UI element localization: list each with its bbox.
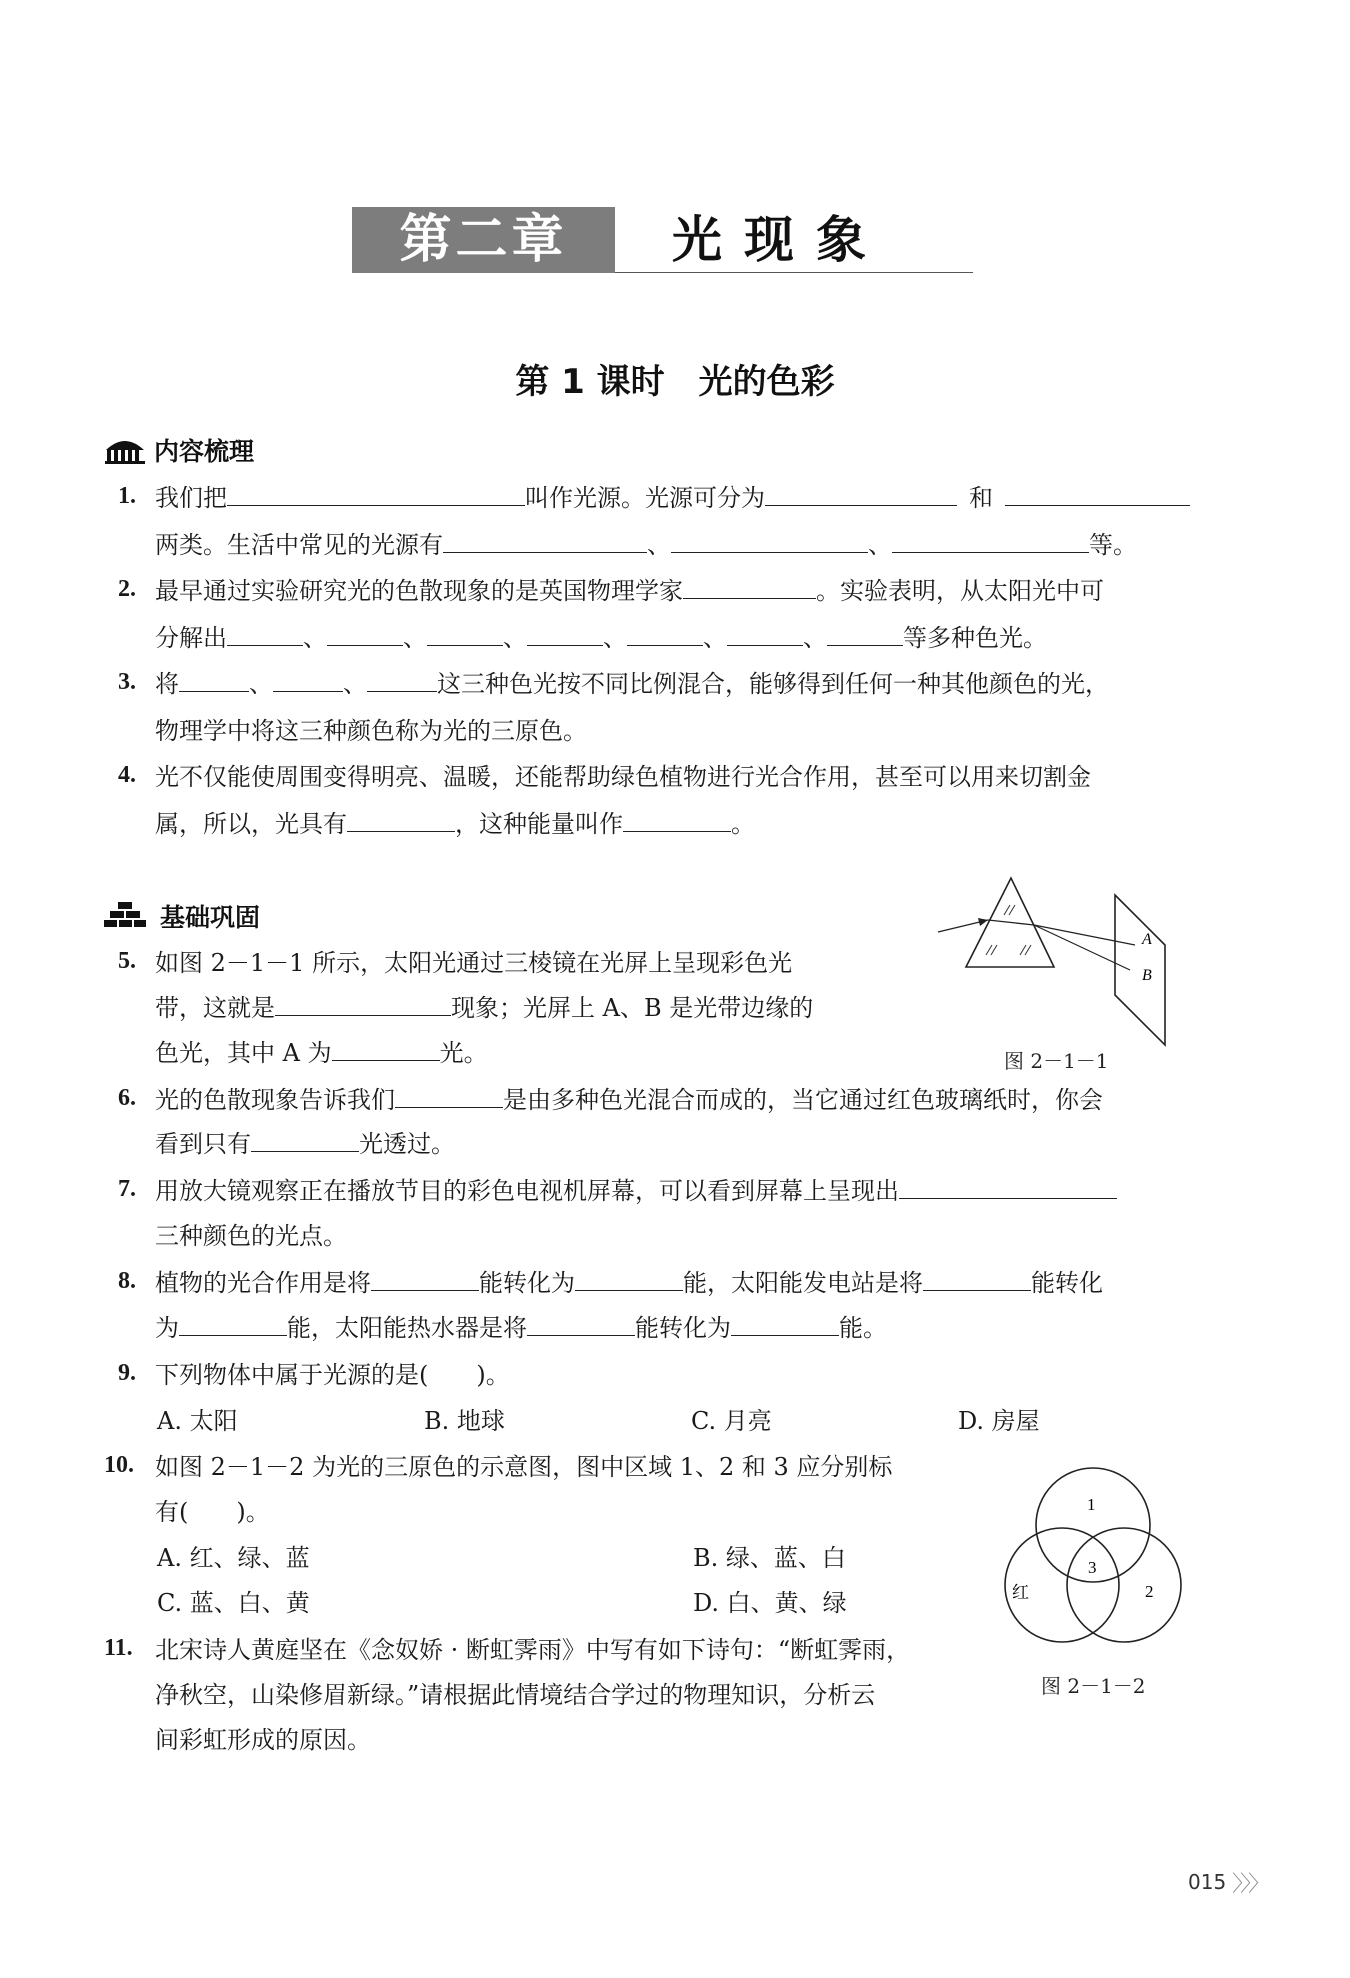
page-arrows-icon: 〉〉〉 bbox=[1232, 1872, 1268, 1897]
text: 这三种色光按不同比例混合，能够得到任何一种其他颜色的光， bbox=[437, 670, 1109, 698]
text: 属，所以，光具有 bbox=[155, 810, 347, 838]
figure-caption: 图 2－1－1 bbox=[1004, 1049, 1109, 1073]
text: 光不仅能使周围变得明亮、温暖，还能帮助绿色植物进行光合作用，甚至可以用来切割金 bbox=[155, 763, 1091, 791]
answer-blank[interactable] bbox=[179, 669, 249, 692]
answer-blank[interactable] bbox=[727, 623, 803, 646]
question-number: 1. bbox=[118, 483, 136, 509]
bricks-icon bbox=[104, 902, 146, 928]
question-number: 9. bbox=[118, 1360, 136, 1386]
text: 现象；光屏上 A、B 是光带边缘的 bbox=[451, 994, 814, 1022]
answer-blank[interactable] bbox=[443, 530, 647, 553]
text: 带，这就是 bbox=[155, 994, 275, 1022]
text: 看到只有 bbox=[155, 1130, 251, 1158]
region-3-label: 3 bbox=[1088, 1558, 1097, 1577]
text: 、 bbox=[249, 670, 273, 698]
answer-blank[interactable] bbox=[395, 1085, 503, 1108]
text: 物理学中将这三种颜色称为光的三原色。 bbox=[155, 717, 587, 745]
text: 光。 bbox=[439, 1039, 488, 1067]
option-d[interactable]: D. 房屋 bbox=[958, 1407, 1040, 1435]
text: 、 bbox=[603, 624, 627, 652]
chapter-title: 光现象 bbox=[672, 210, 888, 269]
answer-blank[interactable] bbox=[367, 669, 437, 692]
answer-blank[interactable] bbox=[923, 1268, 1031, 1291]
circle-right bbox=[1067, 1528, 1181, 1642]
text: 两类。生活中常见的光源有 bbox=[155, 531, 443, 559]
region-red-label: 红 bbox=[1012, 1583, 1029, 1603]
question-number: 6. bbox=[118, 1085, 136, 1111]
text: 叫作光源。光源可分为 bbox=[525, 484, 765, 512]
question-number: 3. bbox=[118, 669, 136, 695]
text: 三种颜色的光点。 bbox=[155, 1222, 347, 1250]
answer-blank[interactable] bbox=[427, 623, 503, 646]
text: 能转化 bbox=[1031, 1269, 1103, 1297]
answer-blank[interactable] bbox=[899, 1176, 1117, 1199]
question-number: 5. bbox=[118, 948, 136, 974]
answer-blank[interactable] bbox=[683, 576, 816, 599]
answer-blank[interactable] bbox=[671, 530, 868, 553]
text: 分解出 bbox=[155, 624, 227, 652]
option-b[interactable]: B. 绿、蓝、白 bbox=[693, 1544, 846, 1572]
text: 如图 2－1－2 为光的三原色的示意图，图中区域 1、2 和 3 应分别标 bbox=[155, 1453, 893, 1481]
text: 光透过。 bbox=[359, 1130, 455, 1158]
text: 是由多种色光混合而成的，当它通过红色玻璃纸时，你会 bbox=[503, 1086, 1103, 1114]
option-a[interactable]: A. 红、绿、蓝 bbox=[157, 1544, 310, 1572]
text: 等。 bbox=[1089, 531, 1137, 559]
text: 能，太阳能热水器是将 bbox=[287, 1314, 527, 1342]
label-a: A bbox=[1142, 931, 1152, 948]
text: 净秋空，山染修眉新绿。”请根据此情境结合学过的物理知识，分析云 bbox=[155, 1681, 876, 1709]
question-number: 2. bbox=[118, 576, 136, 602]
text: 用放大镜观察正在播放节目的彩色电视机屏幕，可以看到屏幕上呈现出 bbox=[155, 1177, 899, 1205]
section-basic-label: 基础巩固 bbox=[160, 903, 261, 932]
question-number: 10. bbox=[104, 1452, 134, 1478]
answer-blank[interactable] bbox=[1005, 483, 1190, 506]
option-d[interactable]: D. 白、黄、绿 bbox=[693, 1589, 847, 1617]
section-review-label: 内容梳理 bbox=[154, 437, 255, 466]
question-number: 11. bbox=[104, 1635, 133, 1661]
text: 如图 2－1－1 所示，太阳光通过三棱镜在光屏上呈现彩色光 bbox=[155, 949, 793, 977]
text: 、 bbox=[868, 531, 892, 559]
answer-blank[interactable] bbox=[623, 809, 731, 832]
text: 、 bbox=[403, 624, 427, 652]
answer-blank[interactable] bbox=[627, 623, 703, 646]
text: 。实验表明，从太阳光中可 bbox=[816, 577, 1104, 605]
text: 、 bbox=[343, 670, 367, 698]
answer-blank[interactable] bbox=[227, 623, 303, 646]
text: 、 bbox=[803, 624, 827, 652]
text: 能，太阳能发电站是将 bbox=[683, 1269, 923, 1297]
question-number: 4. bbox=[118, 762, 136, 788]
answer-blank[interactable] bbox=[892, 530, 1089, 553]
question-number: 8. bbox=[118, 1268, 136, 1294]
text: 和 bbox=[969, 484, 993, 512]
region-1-label: 1 bbox=[1087, 1495, 1096, 1514]
answer-blank[interactable] bbox=[575, 1268, 683, 1291]
answer-blank[interactable] bbox=[179, 1313, 287, 1336]
text: 能。 bbox=[839, 1314, 887, 1342]
answer-blank[interactable] bbox=[371, 1268, 479, 1291]
text: 将 bbox=[155, 670, 179, 698]
text: 有( )。 bbox=[155, 1498, 270, 1526]
chapter-number: 第二章 bbox=[399, 209, 568, 270]
text: 北宋诗人黄庭坚在《念奴娇 · 断虹霁雨》中写有如下诗句：“断虹霁雨， bbox=[155, 1636, 911, 1664]
answer-blank[interactable] bbox=[273, 669, 343, 692]
region-2-label: 2 bbox=[1145, 1582, 1154, 1601]
text: 下列物体中属于光源的是( )。 bbox=[155, 1361, 510, 1389]
chapter-underline bbox=[615, 272, 973, 273]
text: 、 bbox=[303, 624, 327, 652]
answer-blank[interactable] bbox=[827, 623, 903, 646]
columns-icon bbox=[104, 434, 146, 464]
option-c[interactable]: C. 蓝、白、黄 bbox=[157, 1589, 310, 1617]
answer-blank[interactable] bbox=[227, 483, 525, 506]
question-number: 7. bbox=[118, 1176, 136, 1202]
text: 、 bbox=[647, 531, 671, 559]
answer-blank[interactable] bbox=[327, 623, 403, 646]
text: 最早通过实验研究光的色散现象的是英国物理学家 bbox=[155, 577, 683, 605]
prism-diagram bbox=[930, 870, 1180, 1055]
answer-blank[interactable] bbox=[731, 1313, 839, 1336]
option-a[interactable]: A. 太阳 bbox=[157, 1407, 238, 1435]
text: 。 bbox=[731, 810, 755, 838]
answer-blank[interactable] bbox=[251, 1129, 359, 1152]
answer-blank[interactable] bbox=[527, 623, 603, 646]
text: 能转化为 bbox=[479, 1269, 575, 1297]
figure-caption: 图 2－1－2 bbox=[1041, 1674, 1146, 1698]
text: 色光，其中 A 为 bbox=[155, 1039, 332, 1067]
ray-a bbox=[1034, 925, 1135, 945]
text: 间彩虹形成的原因。 bbox=[155, 1726, 371, 1754]
answer-blank[interactable] bbox=[332, 1038, 440, 1061]
venn-diagram bbox=[990, 1465, 1200, 1665]
text: 我们把 bbox=[155, 484, 227, 512]
text: 等多种色光。 bbox=[903, 624, 1047, 652]
answer-blank[interactable] bbox=[275, 993, 451, 1016]
text: 植物的光合作用是将 bbox=[155, 1269, 371, 1297]
label-b: B bbox=[1142, 967, 1152, 984]
answer-blank[interactable] bbox=[347, 809, 455, 832]
option-b[interactable]: B. 地球 bbox=[424, 1407, 505, 1435]
lesson-title: 第 1 课时 光的色彩 bbox=[515, 362, 835, 402]
text: 、 bbox=[503, 624, 527, 652]
option-c[interactable]: C. 月亮 bbox=[691, 1407, 772, 1435]
answer-blank[interactable] bbox=[527, 1313, 635, 1336]
page-number: 015 bbox=[1188, 1870, 1227, 1894]
text: ，这种能量叫作 bbox=[455, 810, 623, 838]
text: 能转化为 bbox=[635, 1314, 731, 1342]
answer-blank[interactable] bbox=[765, 483, 957, 506]
text: 为 bbox=[155, 1314, 179, 1342]
refracted-ray bbox=[988, 920, 1034, 925]
text: 、 bbox=[703, 624, 727, 652]
light-screen bbox=[1115, 895, 1165, 1045]
text: 光的色散现象告诉我们 bbox=[155, 1086, 395, 1114]
